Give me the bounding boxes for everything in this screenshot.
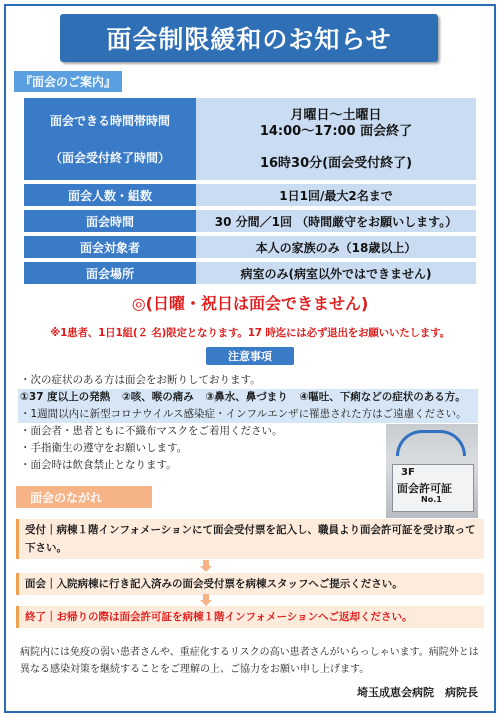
page-title: 面会制限緩和のお知らせ (60, 14, 438, 62)
step-reception: 受付｜病棟１階インフォメーションにて面会受付票を記入し、職員より面会許可証を受け取って下さい。 (16, 519, 484, 559)
signature: 埼玉成恵会病院 病院長 (357, 686, 478, 699)
hours-range-value: 14:00～17:00 面会終了 (259, 123, 413, 139)
eligible-visitors-value: 本人の家族のみ（18歳以上） (196, 236, 476, 258)
visitor-pass-card (392, 464, 474, 512)
note-hand-hygiene: ・手指衛生の遵守をお願いします。 (20, 442, 188, 454)
days-value: 月曜日～土曜日 (290, 107, 382, 123)
reception-end-value: 16時30分(面会受付終了) (259, 155, 413, 171)
visit-info-table (24, 94, 476, 288)
visitor-count-header: 面会人数・組数 (24, 184, 196, 206)
down-arrow-icon (200, 560, 212, 572)
table-row (24, 98, 476, 180)
visit-limit-notice: ※1患者、1日1組(２ 名)限定となります。17 時迄には必ず退出をお願いいたします。 (50, 327, 450, 339)
step-finish: 終了｜お帰りの際は面会許可証を病棟１階インフォメーションへご返却ください。 (16, 606, 484, 628)
symptom-vomiting: ④嘔吐、下痢などの症状のある方。 (299, 391, 466, 403)
visit-location-header: 面会場所 (24, 262, 196, 284)
hours-header-label: 面会できる時間帯時間 (49, 114, 170, 128)
table-row (24, 262, 476, 284)
table-row (24, 210, 476, 232)
table-row (24, 236, 476, 258)
note-mask: ・面会者・患者ともに不織布マスクをご着用ください。 (20, 425, 283, 437)
visit-duration-header: 面会時間 (24, 210, 196, 232)
symptom-nasal: ③鼻水、鼻づまり (205, 391, 288, 403)
visit-location-value: 病室のみ(病室以外ではできません) (196, 262, 476, 284)
closing-message: 病院内には免疫の弱い患者さんや、重症化するリスクの高い患者さんがいらっしゃいます。病院外とは異なる感染対策を継続することをご理解の上、ご協力をお願い申し上げます。 (20, 647, 479, 675)
table-row (24, 184, 476, 206)
hours-header (24, 98, 196, 180)
note-recent-infection: ・1週間以内に新型コロナウイルス感染症・インフルエンザに罹患された方はご遠慮ください。 (18, 406, 478, 423)
step-visit: 面会｜入院病棟に行き記入済みの面会受付票を病棟スタッフへご提示ください。 (16, 573, 484, 595)
pass-floor: 3F (401, 467, 415, 478)
visitor-pass-photo (386, 424, 478, 518)
symptom-list (18, 389, 478, 406)
pass-number: No.1 (421, 495, 442, 504)
visitor-count-value: 1日1回/最大2名まで (196, 184, 476, 206)
symptom-fever: ①37 度以上の発熱 (20, 391, 111, 403)
visit-guide-label: 『面会のご案内』 (14, 71, 122, 92)
pass-title: 面会許可証 (397, 482, 452, 495)
reception-end-label: （面会受付終了時間） (49, 151, 170, 165)
eligible-visitors-header: 面会対象者 (24, 236, 196, 258)
visit-flow-label: 面会のながれ (16, 486, 152, 508)
lanyard-strap (396, 430, 466, 456)
note-no-eating: ・面会時は飲食禁止となります。 (20, 459, 177, 471)
sunday-holiday-notice: ◎(日曜・祝日は面会できません) (131, 294, 369, 313)
down-arrow-icon (200, 594, 212, 606)
caution-label: 注意事項 (206, 347, 294, 365)
visit-duration-value: 30 分間／1回 （時間厳守をお願いします。） (196, 210, 476, 232)
hours-value (196, 98, 476, 180)
symptom-cough: ②咳、喉の痛み (121, 391, 194, 403)
note-symptom-refusal: ・次の症状のある方は面会をお断りしております。 (20, 374, 261, 386)
